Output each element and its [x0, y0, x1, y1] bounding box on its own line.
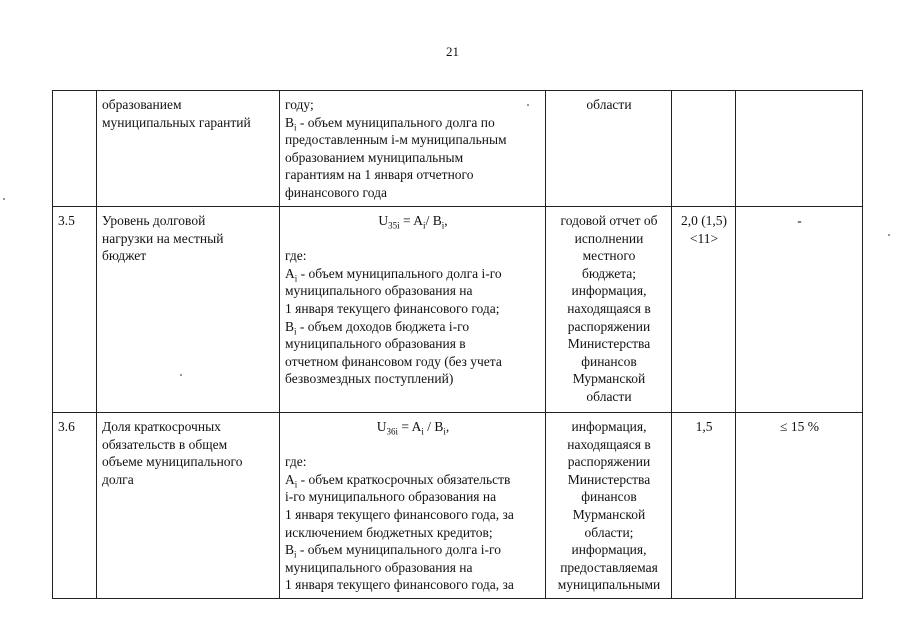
method-line	[285, 114, 541, 132]
table-row	[53, 207, 863, 413]
data-source-line: годовой отчет об	[560, 213, 658, 228]
formula-part: i	[441, 220, 445, 231]
indicator-name-cell	[97, 413, 280, 599]
formula-part: ,	[444, 213, 448, 228]
method-text: исключением бюджетных кредитов;	[285, 524, 493, 540]
data-source-line: предоставляемая	[560, 559, 658, 575]
method-line	[285, 506, 541, 524]
method-line	[285, 300, 541, 318]
data-source-line: муниципальными	[557, 577, 661, 593]
formula-part: i	[423, 220, 426, 231]
data-source-cell	[546, 91, 672, 207]
weight-note: <11>	[689, 230, 719, 246]
data-source-line: Министерства	[567, 336, 651, 352]
method-text: 1 января текущего финансового года, за	[285, 506, 514, 522]
scan-speck	[3, 198, 5, 200]
method-line	[285, 576, 541, 594]
indicator-name-line: нагрузки на местный	[102, 230, 224, 246]
scan-speck	[527, 104, 529, 106]
indicator-number	[53, 91, 97, 207]
method-line	[285, 282, 541, 300]
method-line	[285, 370, 541, 388]
method-text: 1 января текущего финансового года, за	[285, 577, 514, 593]
indicator-name-line: долга	[102, 471, 134, 487]
weight-value: 2,0 (1,5)	[680, 213, 728, 228]
method-line	[285, 96, 541, 114]
data-source-line: области	[586, 97, 632, 112]
data-source-line: области	[586, 388, 632, 404]
data-source-line: бюджета;	[581, 265, 637, 281]
method-line	[285, 353, 541, 371]
formula	[285, 418, 541, 436]
formula-part: ,	[445, 419, 450, 434]
variable-symbol: B	[285, 114, 295, 130]
indicator-name-line: объеме муниципального	[102, 454, 243, 470]
method-text: 1 января текущего финансового года;	[285, 300, 500, 316]
formula-part: / B	[425, 213, 442, 228]
method-line	[285, 184, 541, 202]
formula-part: U	[376, 419, 387, 434]
scan-speck	[180, 374, 182, 376]
data-source-line: исполнении	[574, 230, 644, 246]
method-text: i-го муниципального образования на	[285, 489, 497, 505]
method-text: гарантиям на 1 января отчетного	[285, 167, 474, 183]
data-source-line: Мурманской	[572, 371, 646, 387]
formula-part: = A	[397, 419, 422, 434]
method-text: где:	[285, 454, 307, 470]
method-line	[285, 265, 541, 283]
method-line	[285, 166, 541, 184]
weight-cell	[672, 413, 736, 599]
variable-symbol: B	[285, 542, 295, 558]
data-source-line: информация,	[571, 419, 647, 434]
data-source-line: финансов	[581, 353, 637, 369]
method-text: образованием муниципальным	[285, 149, 464, 165]
method-line	[285, 541, 541, 559]
indicator-name-line: муниципальных гарантий	[102, 114, 251, 130]
scan-speck	[888, 234, 890, 236]
variable-symbol: B	[285, 318, 295, 334]
method-line	[285, 488, 541, 506]
calculation-method-cell	[280, 413, 546, 599]
method-text: году;	[285, 97, 314, 112]
method-line	[285, 318, 541, 336]
indicator-number: 3.5	[53, 207, 97, 413]
weight-cell	[672, 91, 736, 207]
method-text: - объем муниципального долга по	[296, 114, 495, 130]
data-source-cell	[546, 413, 672, 599]
table-row	[53, 91, 863, 207]
method-text: муниципального образования в	[285, 336, 466, 352]
formula-part: 36i	[386, 426, 398, 437]
method-text: муниципального образования на	[285, 559, 473, 575]
method-line	[285, 335, 541, 353]
data-source-line: Мурманской	[572, 506, 646, 522]
data-source-line: находящаяся в	[567, 300, 651, 316]
data-source-line: Министерства	[567, 471, 651, 487]
variable-subscript: i	[294, 273, 298, 284]
formula-part: i	[421, 426, 424, 437]
data-source-line: области;	[584, 524, 634, 540]
formula-part: = A	[399, 213, 424, 228]
variable-subscript: i	[294, 549, 297, 560]
method-line	[285, 149, 541, 167]
data-source-line: находящаяся в	[567, 436, 651, 452]
table-row	[53, 413, 863, 599]
indicator-name-line: Уровень долговой	[102, 213, 206, 228]
indicator-name-line: образованием	[102, 97, 182, 112]
data-source-cell	[546, 207, 672, 413]
calculation-method-cell	[280, 91, 546, 207]
data-source-line: финансов	[581, 489, 637, 505]
indicators-table	[52, 90, 863, 599]
blank-line	[285, 436, 541, 454]
weight-cell	[672, 207, 736, 413]
indicator-number: 3.6	[53, 413, 97, 599]
variable-subscript: i	[294, 326, 297, 337]
method-line	[285, 559, 541, 577]
data-source-line: информация,	[571, 283, 647, 299]
variable-subscript: i	[294, 122, 297, 133]
formula	[285, 212, 541, 230]
formula-part: 35i	[388, 220, 400, 231]
weight-value: 1,5	[695, 419, 713, 434]
data-source-line: распоряжении	[567, 454, 651, 470]
method-text: отчетном финансовом году (без учета	[285, 353, 502, 369]
variable-symbol: A	[285, 471, 295, 487]
method-line	[285, 453, 541, 471]
indicator-name-cell	[97, 207, 280, 413]
method-text: где:	[285, 248, 307, 264]
variable-subscript: i	[294, 479, 298, 490]
variable-symbol: A	[285, 265, 295, 281]
method-text: безвозмездных поступлений)	[285, 371, 454, 387]
method-text: предоставленным i-м муниципальным	[285, 132, 507, 148]
data-source-line: распоряжении	[567, 318, 651, 334]
calculation-method-cell	[280, 207, 546, 413]
method-text: - объем доходов бюджета i-го	[296, 318, 470, 334]
data-source-line: местного	[582, 248, 636, 264]
method-text: финансового года	[285, 184, 387, 200]
indicator-name-cell	[97, 91, 280, 207]
data-source-line: информация,	[571, 542, 647, 558]
method-line	[285, 524, 541, 542]
method-text: - объем муниципального долга i-го	[296, 542, 501, 558]
formula-part: U	[378, 213, 389, 228]
method-line	[285, 131, 541, 149]
threshold-cell: ≤ 15 %	[736, 413, 863, 599]
formula-part: i	[443, 426, 446, 437]
method-text: муниципального образования на	[285, 283, 473, 299]
method-text: - объем муниципального долга i-го	[297, 265, 502, 281]
threshold-cell	[736, 91, 863, 207]
formula-part: / B	[423, 419, 444, 434]
method-text: - объем краткосрочных обязательств	[297, 471, 511, 487]
method-line	[285, 471, 541, 489]
page-number: 21	[446, 44, 459, 59]
threshold-cell: -	[736, 207, 863, 413]
indicator-name-line: бюджет	[102, 248, 147, 264]
method-line	[285, 247, 541, 265]
indicator-name-line: Доля краткосрочных	[102, 419, 221, 434]
blank-line	[285, 230, 541, 248]
indicator-name-line: обязательств в общем	[102, 436, 228, 452]
